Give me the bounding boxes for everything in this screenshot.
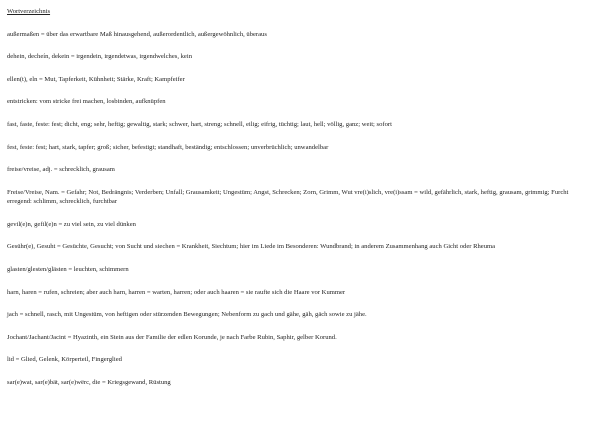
glossary-entry: dehein, decheín, dekein = irgendein, irgendetwas, irgendwelches, kein bbox=[7, 53, 192, 61]
glossary-entry: Freise/Vreise, Nam. = Gefahr; Not, Bedrängnis; Verderben; Unfall; Grausamkeit; Ungestüm; Angst, Schrecken; Zorn, Grimm, Wut vre(i)slich, vre(i)ssam = wild, gefährlich, stark, heftig, grausam, grimmig; Furcht erregend: schlimm, schrecklich, furchtbar bbox=[7, 188, 569, 206]
glossary-entry: jach = schnell, rasch, mit Ungestüm, von heftigen oder stürzenden Bewegungen; Nebenform zu gach und gähe, gäh, gäch sowie zu jähe. bbox=[7, 311, 367, 319]
glossary-entry: freise/vreise, adj. = schrecklich, grausam bbox=[7, 166, 115, 174]
glossary-entry: außermaßen = über das erwartbare Maß hinausgehend, außerordentlich, außergewöhnlich, überaus bbox=[7, 30, 267, 38]
glossary-entry: Gesühr(e), Gesuht = Gesüchte, Gesucht; von Sucht und siechen = Krankheit, Siechtum; hier im Liede im Besonderen: Wundbrand; in anderem Zusammenhang auch Gicht oder Rheuma bbox=[7, 243, 496, 251]
glossary-entry: sar(e)wat, sar(e)bät, sar(e)wërc, die = Kriegsgewand, Rüstung bbox=[7, 378, 171, 386]
glossary-entry: harn, haren = rufen, schreien; aber auch harn, harren = warten, harren; oder auch haaren = sie raufte sich die Haare vor Kummer bbox=[7, 288, 346, 296]
glossary-entry: fest, feste: fest; hart, stark, tapfer; groß; sicher, befestigt; standhaft, beständig; entschlossen; unverbrüchlich; unwandelbar bbox=[7, 143, 329, 151]
glossary-entry: fast, faste, feste: fest; dicht, eng; sehr, heftig; gewaltig, stark; schwer, hart, streng; schnell, eilig; eifrig, tüchtig; laut, hell; völlig, ganz; weit; sofort bbox=[7, 120, 392, 128]
glossary-entry: gevil(e)n, gefil(e)n = zu viel sein, zu viel dünken bbox=[7, 220, 136, 228]
page-title: Wortverzeichnis bbox=[7, 8, 51, 15]
glossary-entry: Jochant/Jachant/Jacint = Hyazinth, ein Stein aus der Familie der edlen Korunde, je nach Farbe Rubin, Saphir, gelber Korund. bbox=[7, 333, 337, 341]
glossary-list bbox=[7, 30, 588, 388]
glossary-entry: entstricken: vom stricke frei machen, losbinden, aufknüpfen bbox=[7, 98, 166, 106]
glossary-entry: glasten/glesten/glästen = leuchten, schimmern bbox=[7, 265, 129, 273]
glossary-entry: lid = Glied, Gelenk, Körperteil, Fingerglied bbox=[7, 356, 122, 364]
glossary-entry: ellen(t), eln = Mut, Tapferkeit, Kühnheit; Stärke, Kraft; Kampfeifer bbox=[7, 75, 185, 83]
